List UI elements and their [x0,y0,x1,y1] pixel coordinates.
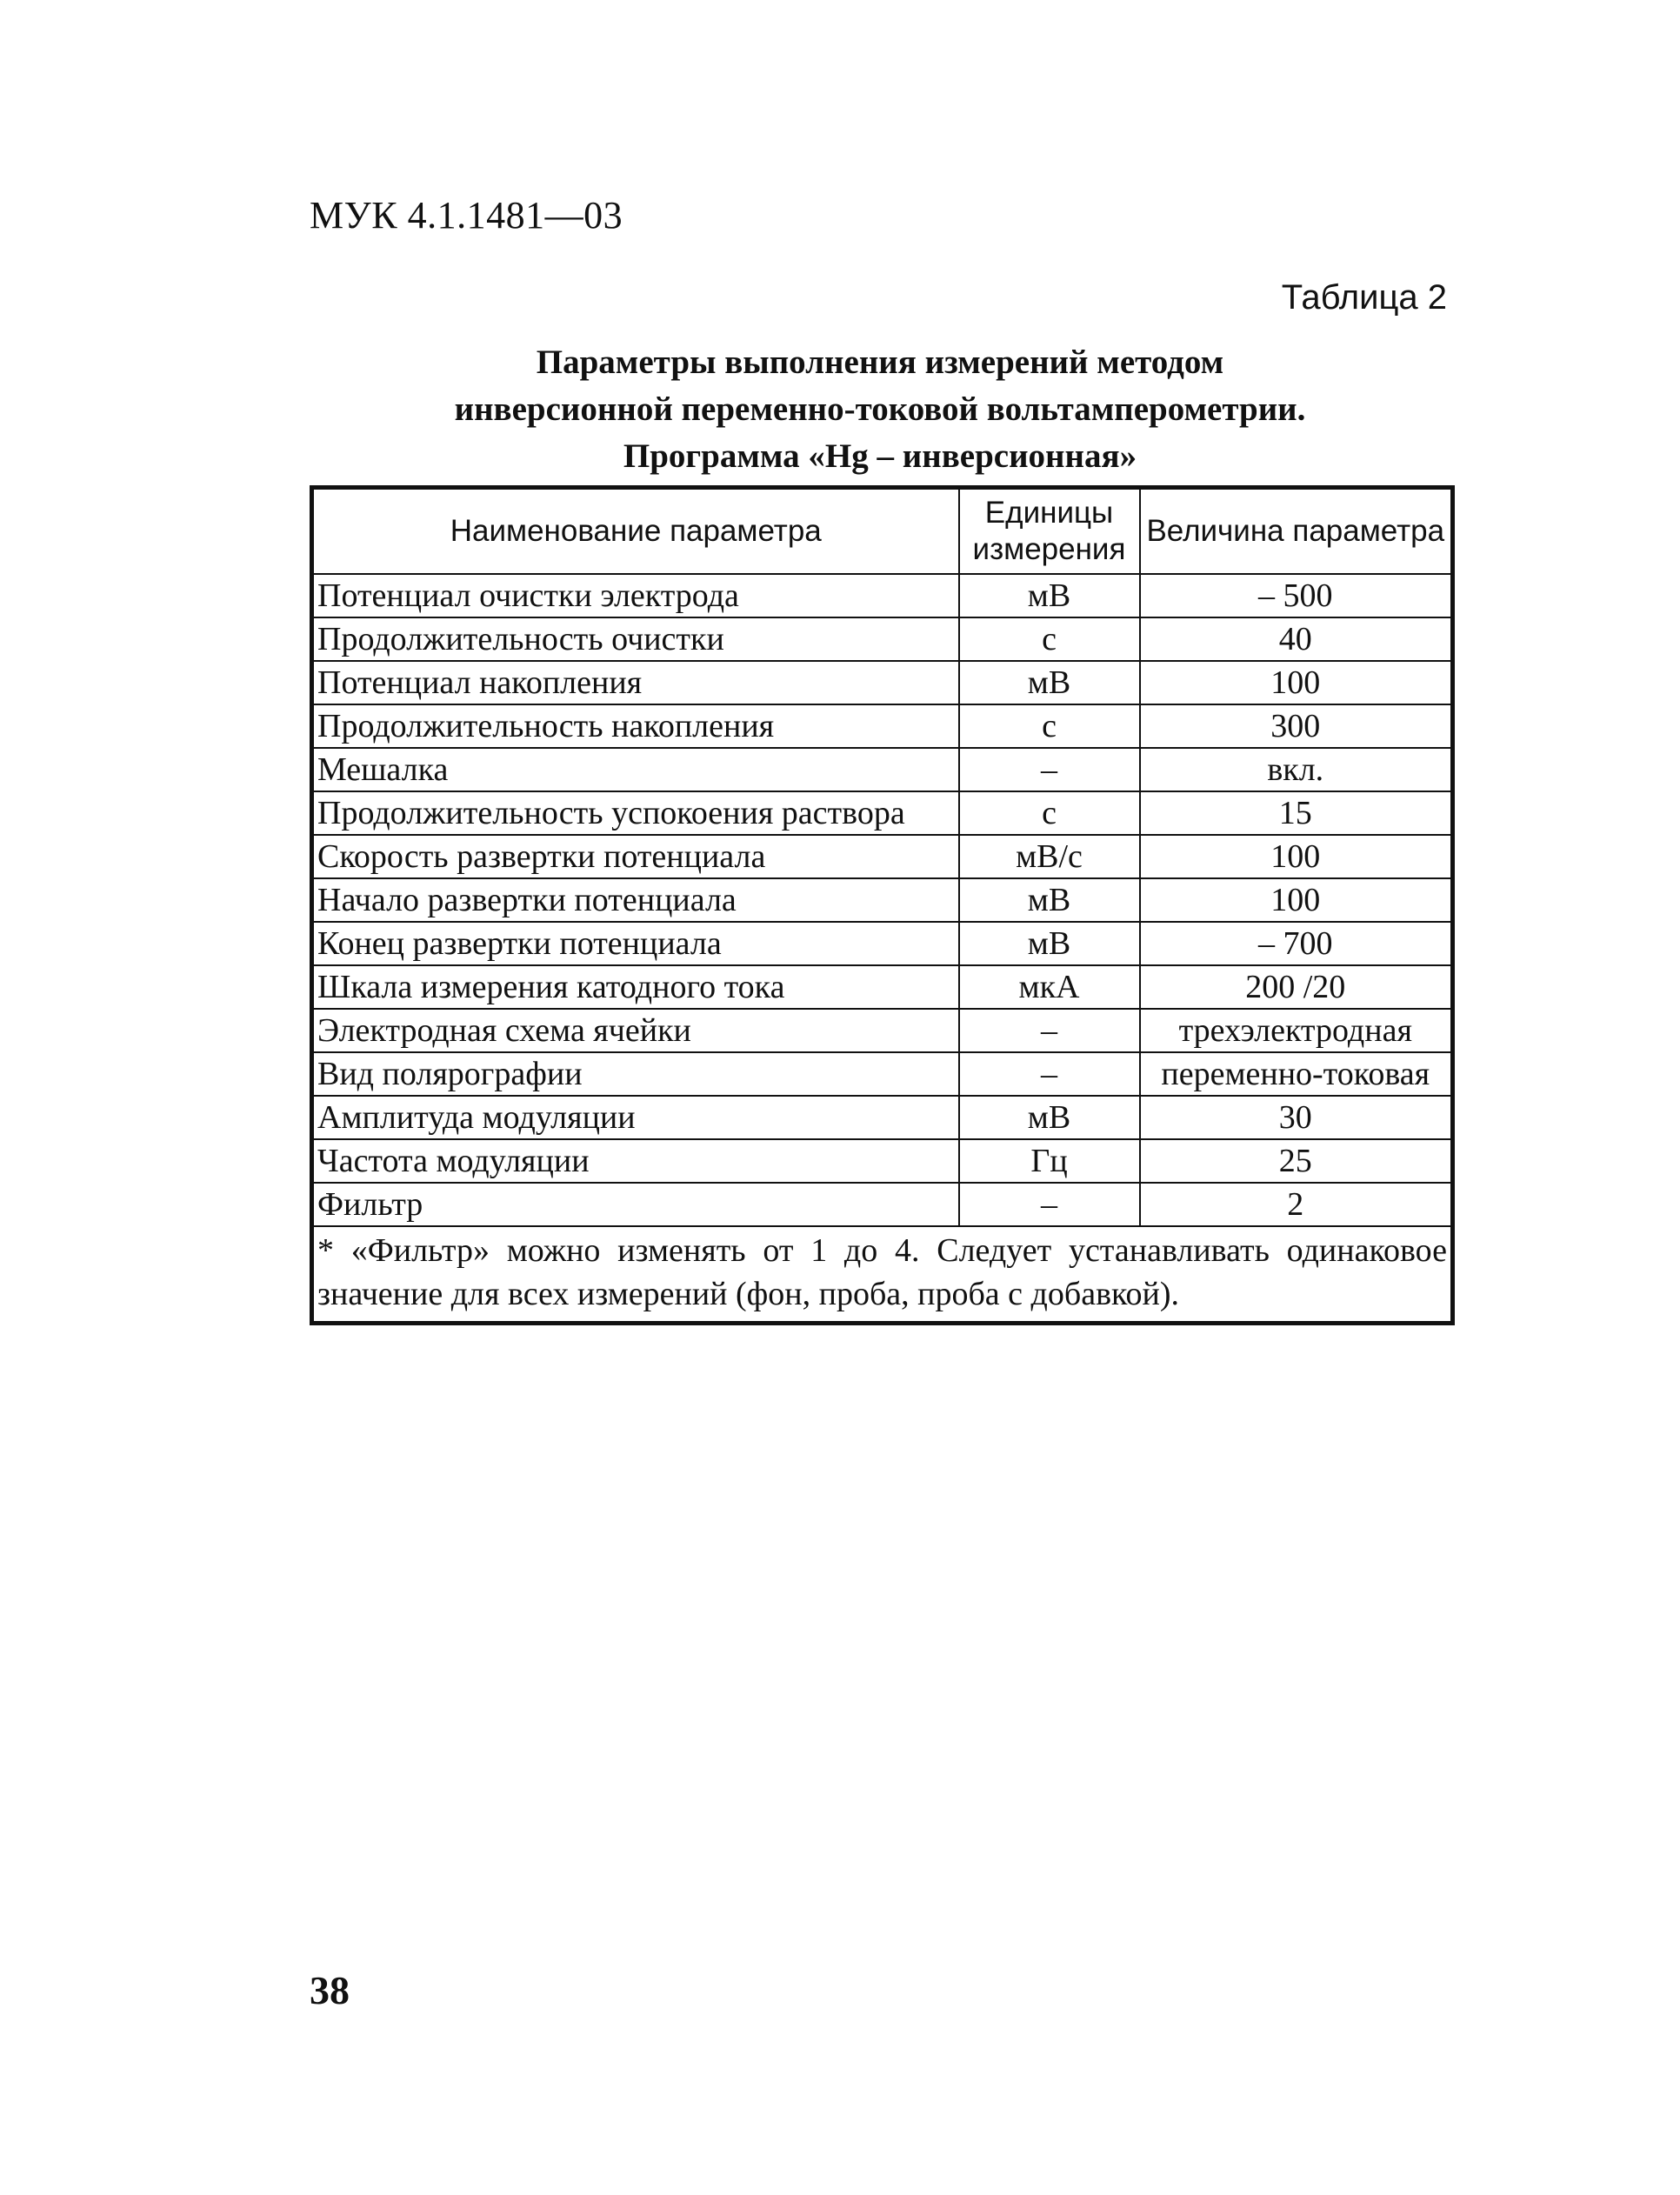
table-row [312,878,1453,922]
table-row [312,835,1453,878]
value-cell: 40 [1140,617,1453,661]
parameter-name-cell: Потенциал накопления [312,661,959,704]
unit-cell: – [959,1183,1140,1226]
unit-cell: – [959,748,1140,791]
parameter-name-cell: Скорость развертки потенциала [312,835,959,878]
parameter-name-cell: Электродная схема ячейки [312,1009,959,1052]
table-row [312,748,1453,791]
table-row [312,1096,1453,1139]
table-row [312,1052,1453,1096]
value-cell: 100 [1140,661,1453,704]
parameter-name-cell: Вид полярографии [312,1052,959,1096]
unit-cell: с [959,617,1140,661]
unit-cell: Гц [959,1139,1140,1183]
unit-cell: мВ [959,922,1140,965]
value-cell: 200 /20 [1140,965,1453,1009]
table-caption-line: инверсионной переменно-токовой вольтамперометрии. [454,390,1306,428]
table-note-row [312,1226,1453,1324]
parameter-name-cell: Мешалка [312,748,959,791]
parameter-name-cell: Шкала измерения катодного тока [312,965,959,1009]
table-row [312,617,1453,661]
unit-cell: мВ [959,574,1140,617]
parameters-table [310,485,1455,1325]
parameter-name-cell: Амплитуда модуляции [312,1096,959,1139]
value-cell: 2 [1140,1183,1453,1226]
value-cell: трехэлектродная [1140,1009,1453,1052]
unit-cell: мВ [959,661,1140,704]
value-cell: вкл. [1140,748,1453,791]
value-cell: 100 [1140,878,1453,922]
parameter-name-cell: Продолжительность очистки [312,617,959,661]
value-cell: 100 [1140,835,1453,878]
table-row [312,922,1453,965]
document-code: МУК 4.1.1481—03 [310,194,623,237]
value-cell: 30 [1140,1096,1453,1139]
column-header-units: Единицы измерения [959,488,1140,575]
unit-cell: мкА [959,965,1140,1009]
value-cell: – 500 [1140,574,1453,617]
value-cell: переменно-токовая [1140,1052,1453,1096]
column-header-value: Величина параметра [1140,488,1453,575]
value-cell: 25 [1140,1139,1453,1183]
table-row [312,704,1453,748]
unit-cell: с [959,791,1140,835]
table-number-label: Таблица 2 [1281,278,1447,317]
value-cell: – 700 [1140,922,1453,965]
table-row [312,661,1453,704]
parameter-name-cell: Частота модуляции [312,1139,959,1183]
table-footnote: * «Фильтр» можно изменять от 1 до 4. Следует устанавливать одинаковое значение для всех измерений (фон, проба, проба с добавкой). [312,1226,1453,1324]
parameter-name-cell: Продолжительность успокоения раствора [312,791,959,835]
table-row [312,1009,1453,1052]
unit-cell: с [959,704,1140,748]
column-header-parameter-name: Наименование параметра [312,488,959,575]
parameter-name-cell: Продолжительность накопления [312,704,959,748]
table-caption-line: Программа «Hg – инверсионная» [623,437,1137,475]
value-cell: 300 [1140,704,1453,748]
table-row [312,965,1453,1009]
table-row [312,1183,1453,1226]
parameter-name-cell: Потенциал очистки электрода [312,574,959,617]
table-row [312,574,1453,617]
value-cell: 15 [1140,791,1453,835]
page-number: 38 [310,1968,350,2012]
unit-cell: – [959,1052,1140,1096]
table-row [312,1139,1453,1183]
unit-cell: – [959,1009,1140,1052]
parameter-name-cell: Конец развертки потенциала [312,922,959,965]
parameter-name-cell: Фильтр [312,1183,959,1226]
parameter-name-cell: Начало развертки потенциала [312,878,959,922]
table-header-row [312,488,1453,575]
unit-cell: мВ [959,878,1140,922]
table-row [312,791,1453,835]
table-caption-line: Параметры выполнения измерений методом [536,344,1224,381]
table-caption [310,339,1450,480]
unit-cell: мВ/с [959,835,1140,878]
unit-cell: мВ [959,1096,1140,1139]
